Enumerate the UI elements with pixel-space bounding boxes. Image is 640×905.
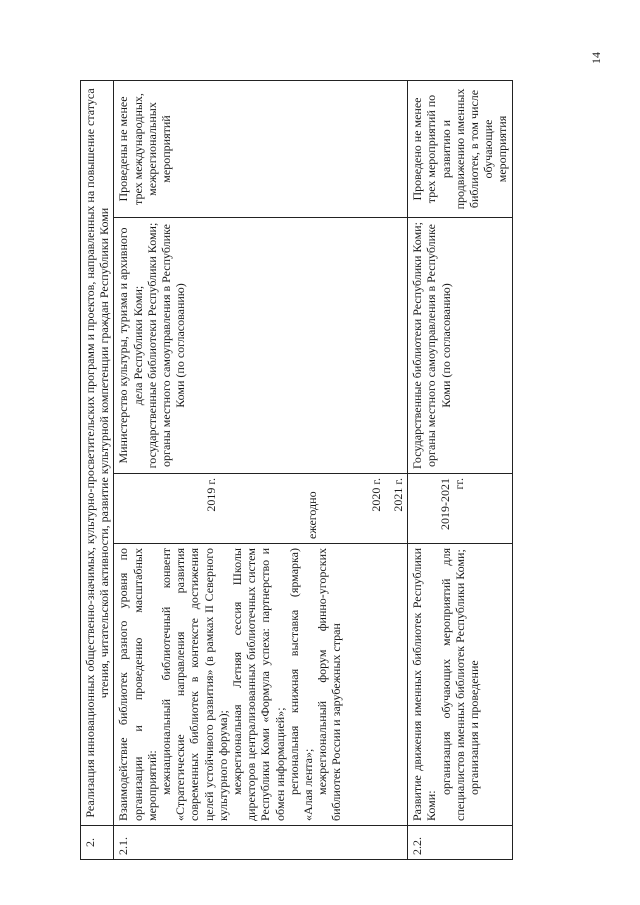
row-responsible <box>114 218 408 474</box>
row-activity-text <box>408 544 512 826</box>
responsible-item: Государственные библиотеки Республики Коми; <box>410 222 425 469</box>
row-result: Проведены не менее трех международных, межрегиональных мероприятий <box>114 81 408 218</box>
section-title: Реализация инновационных общественно-значимых, культурно-просветительских программ и проектов, направленных на повышение статуса чтения, читательской активности, развитие культурной компетенции граждан Республики Коми <box>81 81 114 826</box>
row-number: 2.1. <box>114 826 408 860</box>
date-value: ежегодно <box>304 491 319 539</box>
activity-item: организация и проведение <box>467 660 482 795</box>
activity-item: межрегиональный форум финно-угорских библиотек России и зарубежных стран <box>315 548 344 821</box>
section-row <box>81 81 114 860</box>
row-activity-text <box>114 544 408 826</box>
table-row <box>408 81 512 860</box>
table-row <box>114 81 408 860</box>
page-number: 14 <box>589 52 603 64</box>
activity-item: межрегиональная Летняя сессия Школы директоров централизованных библиотечных систем Республики Коми «Формула успеха: партнерство и обмен информацией»; <box>230 548 287 821</box>
activity-item: региональная книжная выставка (ярмарка) «Алая лента»; <box>286 548 316 821</box>
row-dates <box>114 474 408 544</box>
section-number: 2. <box>81 826 114 860</box>
activity-item: межнациональный библиотечный конвент «Стратегические направления развития современных библиотек в контексте достижения целей устойчивого развития» (в рамках II Северного культурного форума); <box>159 548 230 821</box>
row-dates <box>408 474 512 544</box>
activity-item: организация обучающих мероприятий для специалистов именных библиотек Республики Коми; <box>438 548 467 821</box>
responsible-item: органы местного самоуправления в Республике Коми (по согласованию) <box>424 224 453 467</box>
date-value: 2019 г. <box>204 478 219 512</box>
responsible-item: государственные библиотеки Республики Коми; <box>144 222 159 469</box>
row-result: Проведено не менее трех мероприятий по развитию и продвижению именных библиотек, в том числе обучающие мероприятия <box>408 81 512 218</box>
row-responsible <box>408 218 512 474</box>
date-value: 2019-2021 гг. <box>438 478 467 530</box>
activity-intro: Развитие движения именных библиотек Республики Коми: <box>410 548 439 821</box>
row-number: 2.2. <box>408 826 512 860</box>
date-value: 2021 г. <box>391 478 406 512</box>
responsible-item: органы местного самоуправления в Республике Коми (по согласованию) <box>159 224 188 467</box>
document-page <box>80 81 558 860</box>
responsible-item: Министерство культуры, туризма и архивного дела Республики Коми; <box>116 227 145 464</box>
date-value: 2020 г. <box>368 478 383 512</box>
plan-table <box>80 80 513 860</box>
activity-intro: Взаимодействие библиотек разного уровня по организации и проведению масштабных мероприятий: <box>116 548 159 821</box>
